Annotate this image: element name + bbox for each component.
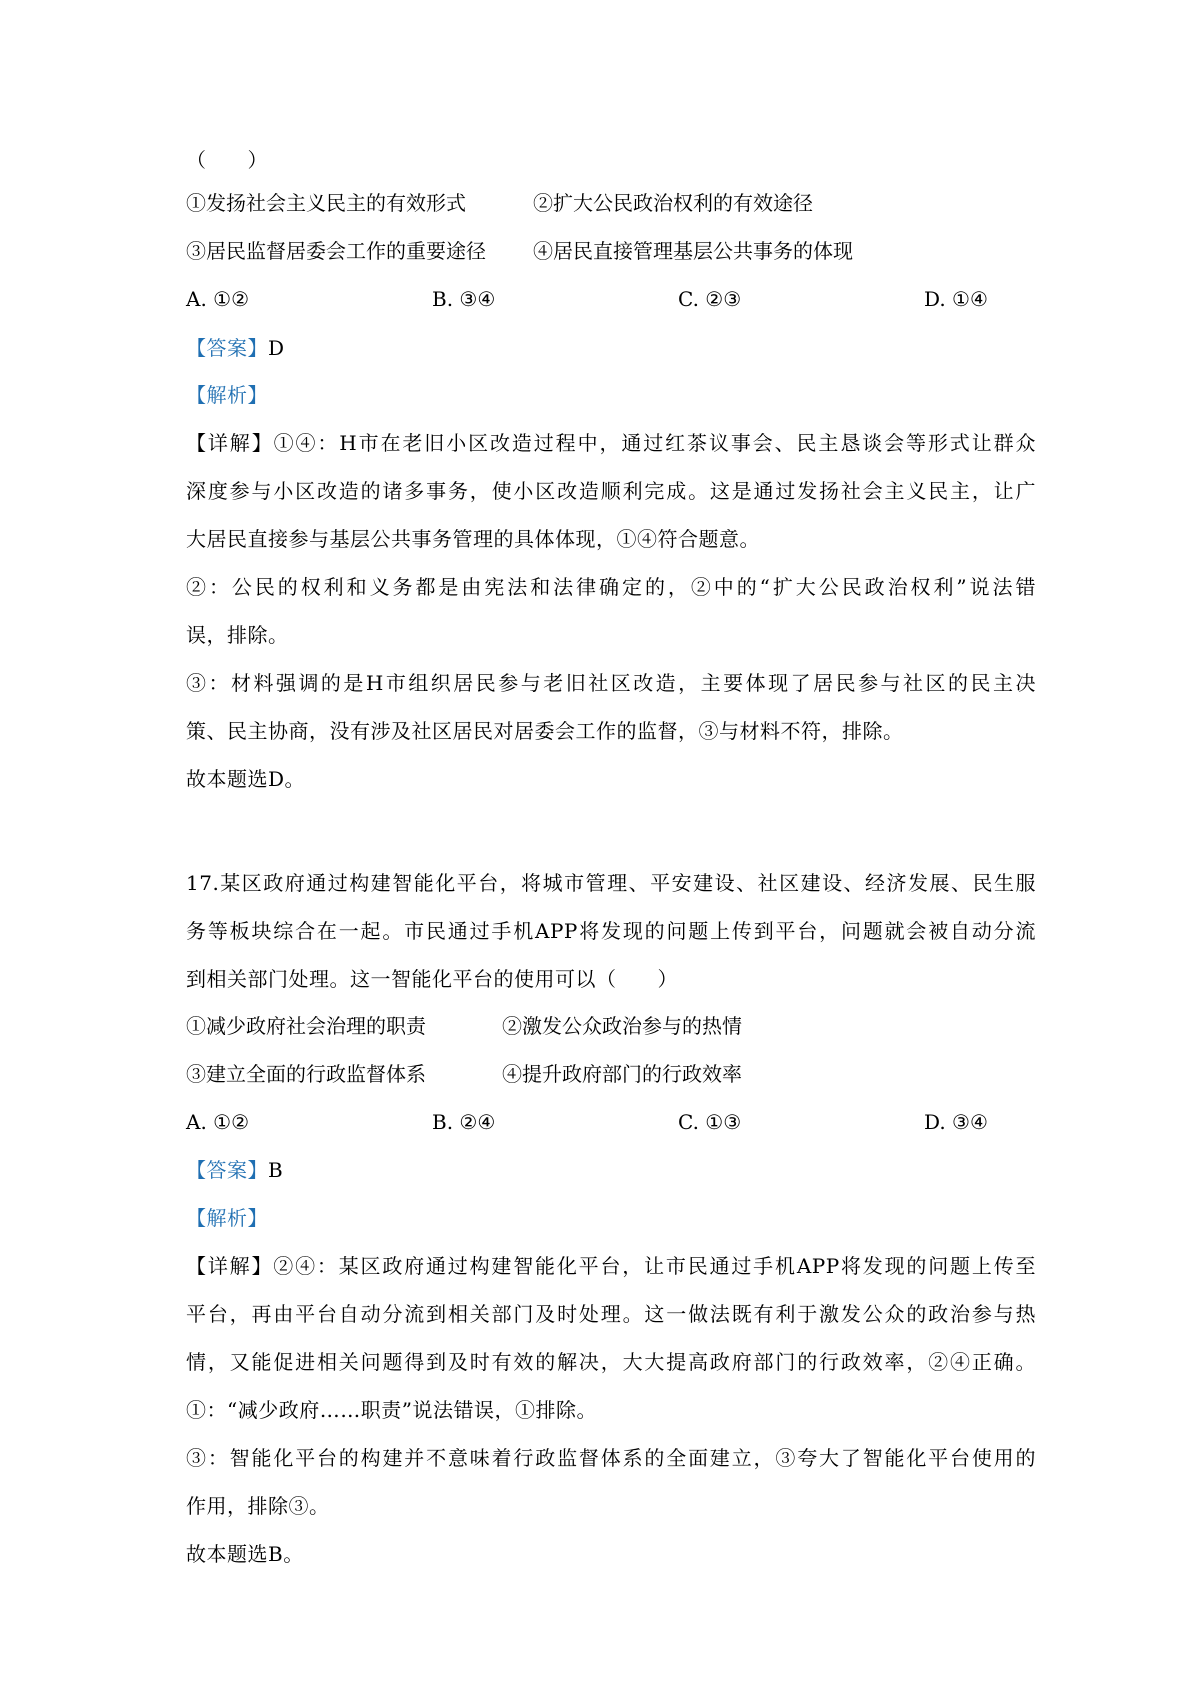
q17-option-c: C. ①③ xyxy=(678,1110,742,1134)
q17-option-b: B. ②④ xyxy=(432,1110,496,1134)
q16-statement-4: ④居民直接管理基层公共事务的体现 xyxy=(533,239,853,263)
q17-statement-2: ②激发公众政治参与的热情 xyxy=(502,1014,742,1038)
q17-stem-line-1: 17.某区政府通过构建智能化平台，将城市管理、平安建设、社区建设、经济发展、民生服 xyxy=(186,871,1036,895)
q16-option-c: C. ②③ xyxy=(678,287,742,311)
q16-blank: （ ） xyxy=(186,148,268,172)
q17-option-a: A. ①② xyxy=(186,1110,250,1134)
q17-detail-line-6: 作用，排除③。 xyxy=(186,1494,330,1518)
q17-detail-line-2: 平台，再由平台自动分流到相关部门及时处理。这一做法既有利于激发公众的政治参与热 xyxy=(186,1302,1036,1326)
q16-answer xyxy=(186,335,1036,361)
q17-detail-label: 【详解】 xyxy=(186,1254,274,1278)
q16-statement-2: ②扩大公民政治权利的有效途径 xyxy=(533,191,813,215)
q16-detail-line-7: 策、民主协商，没有涉及社区居民对居委会工作的监督，③与材料不符，排除。 xyxy=(186,719,904,743)
q16-detail-line-6: ③：材料强调的是H市组织居民参与老旧社区改造，主要体现了居民参与社区的民主决 xyxy=(186,671,1036,695)
q16-analysis-label: 【解析】 xyxy=(186,383,268,407)
q17-answer xyxy=(186,1157,1036,1183)
q17-detail-text-1: ②④：某区政府通过构建智能化平台，让市民通过手机APP将发现的问题上传至 xyxy=(273,1254,1037,1278)
q17-option-d: D. ③④ xyxy=(924,1110,988,1134)
q17-analysis-label: 【解析】 xyxy=(186,1206,268,1230)
q16-answer-value: D xyxy=(268,336,285,360)
q17-conclusion: 故本题选B。 xyxy=(186,1542,304,1566)
q16-statement-3: ③居民监督居委会工作的重要途径 xyxy=(186,239,486,263)
q16-conclusion: 故本题选D。 xyxy=(186,767,306,791)
q17-detail-line-5: ③：智能化平台的构建并不意味着行政监督体系的全面建立，③夸大了智能化平台使用的 xyxy=(186,1446,1036,1470)
q16-detail-text-1: ①④：H市在老旧小区改造过程中，通过红茶议事会、民主恳谈会等形式让群众 xyxy=(273,431,1036,455)
q17-detail-line-3: 情，又能促进相关问题得到及时有效的解决，大大提高政府部门的行政效率，②④正确。 xyxy=(186,1350,1036,1374)
q16-option-b: B. ③④ xyxy=(432,287,496,311)
q16-detail-label: 【详解】 xyxy=(186,431,274,455)
q16-detail-line-5: 误，排除。 xyxy=(186,623,289,647)
q17-statement-1: ①减少政府社会治理的职责 xyxy=(186,1014,426,1038)
q16-answer-label: 【答案】 xyxy=(186,336,268,360)
q16-statement-1: ①发扬社会主义民主的有效形式 xyxy=(186,191,466,215)
q16-option-a: A. ①② xyxy=(186,287,250,311)
q17-answer-label: 【答案】 xyxy=(186,1158,268,1182)
q17-answer-value: B xyxy=(268,1158,284,1182)
q16-detail-line-4: ②：公民的权利和义务都是由宪法和法律确定的，②中的“扩大公民政治权利”说法错 xyxy=(186,575,1036,599)
q17-statement-3: ③建立全面的行政监督体系 xyxy=(186,1062,426,1086)
q16-detail-line-1 xyxy=(186,430,1036,456)
q17-statement-4: ④提升政府部门的行政效率 xyxy=(502,1062,742,1086)
q17-stem-line-2: 务等板块综合在一起。市民通过手机APP将发现的问题上传到平台，问题就会被自动分流 xyxy=(186,919,1036,943)
q16-option-d: D. ①④ xyxy=(924,287,988,311)
q17-detail-line-4: ①：“减少政府……职责”说法错误，①排除。 xyxy=(186,1398,597,1422)
q17-detail-line-1 xyxy=(186,1253,1036,1279)
q17-stem-line-3: 到相关部门处理。这一智能化平台的使用可以（ ） xyxy=(186,967,678,991)
q16-detail-line-2: 深度参与小区改造的诸多事务，使小区改造顺利完成。这是通过发扬社会主义民主，让广 xyxy=(186,479,1036,503)
q16-detail-line-3: 大居民直接参与基层公共事务管理的具体体现，①④符合题意。 xyxy=(186,527,760,551)
